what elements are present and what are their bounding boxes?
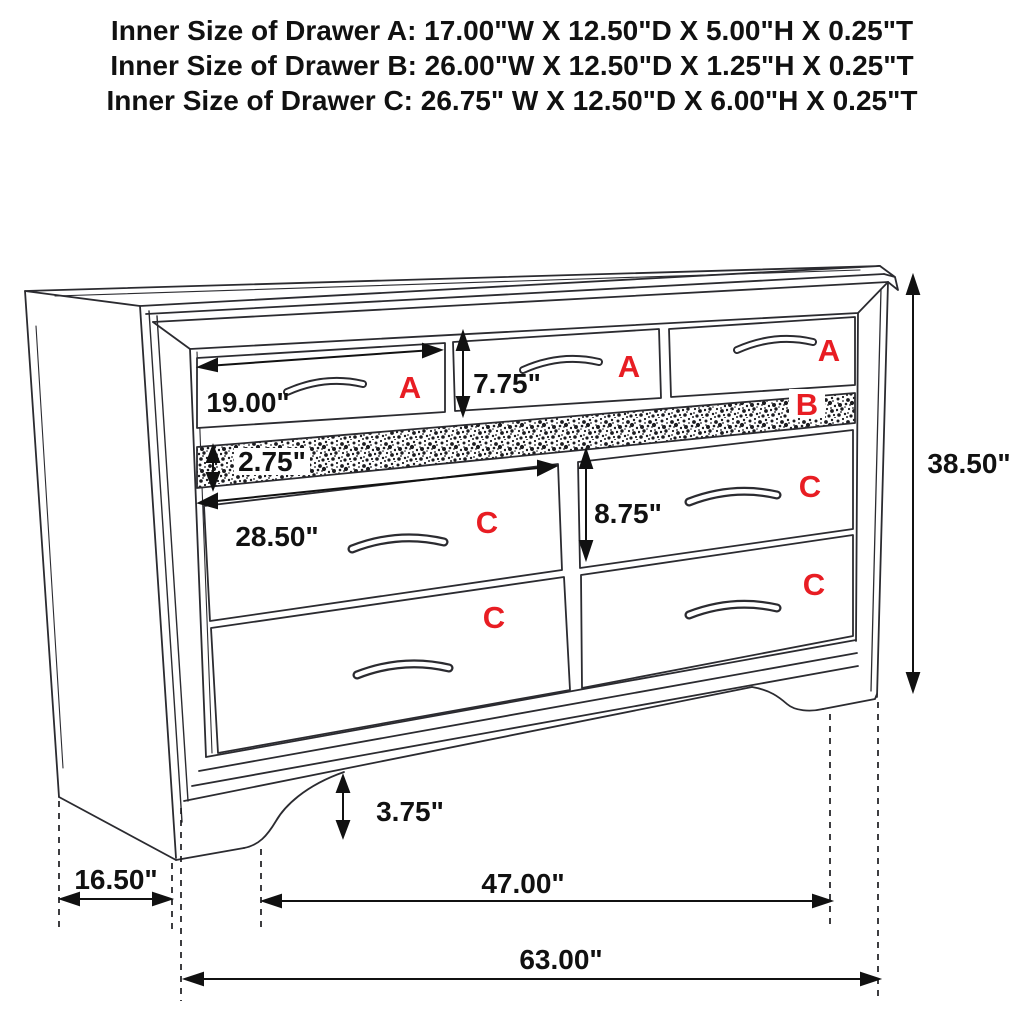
dim-foot-height-label: 3.75" [376, 796, 444, 827]
dim-foot-span-label: 47.00" [481, 868, 565, 899]
dim-side-depth-label: 16.50" [74, 864, 158, 895]
header-line-drawer-c: Inner Size of Drawer C: 26.75" W X 12.50"D X 6.00"H X 0.25"T [106, 85, 918, 116]
dresser-right-edge [871, 282, 888, 697]
drawer-a3-letter: A [817, 333, 841, 368]
drawer-c-bottom-right-letter: C [802, 567, 826, 602]
header-line-drawer-b: Inner Size of Drawer B: 26.00"W X 12.50"D X 1.25"H X 0.25"T [110, 50, 914, 81]
drawer-c-bottom-left-letter: C [482, 600, 506, 635]
drawer-b-letter: B [795, 387, 819, 422]
dim-band-b-height-label: 2.75" [238, 446, 306, 477]
drawer-c-middle-right-letter: C [798, 469, 822, 504]
header-line-drawer-a: Inner Size of Drawer A: 17.00"W X 12.50"D X 5.00"H X 0.25"T [110, 15, 914, 46]
dim-overall-height-label: 38.50" [927, 448, 1011, 479]
drawer-a1-letter: A [398, 370, 422, 405]
dim-overall-width-label: 63.00" [519, 944, 603, 975]
dim-drawer-a-height-label: 7.75" [473, 368, 541, 399]
dim-overall-height-arrow [907, 276, 919, 691]
drawer-c-middle-left-letter: C [475, 505, 499, 540]
drawer-a2-letter: A [617, 349, 641, 384]
dim-foot-height-arrow [337, 776, 349, 837]
dim-drawer-c-width-label: 28.50" [235, 521, 319, 552]
witness-lines [59, 702, 878, 1001]
dim-drawer-c-height-label: 8.75" [594, 498, 662, 529]
dim-drawer-a-width-label: 19.00" [206, 387, 290, 418]
dresser-left-side-panel [25, 291, 188, 860]
